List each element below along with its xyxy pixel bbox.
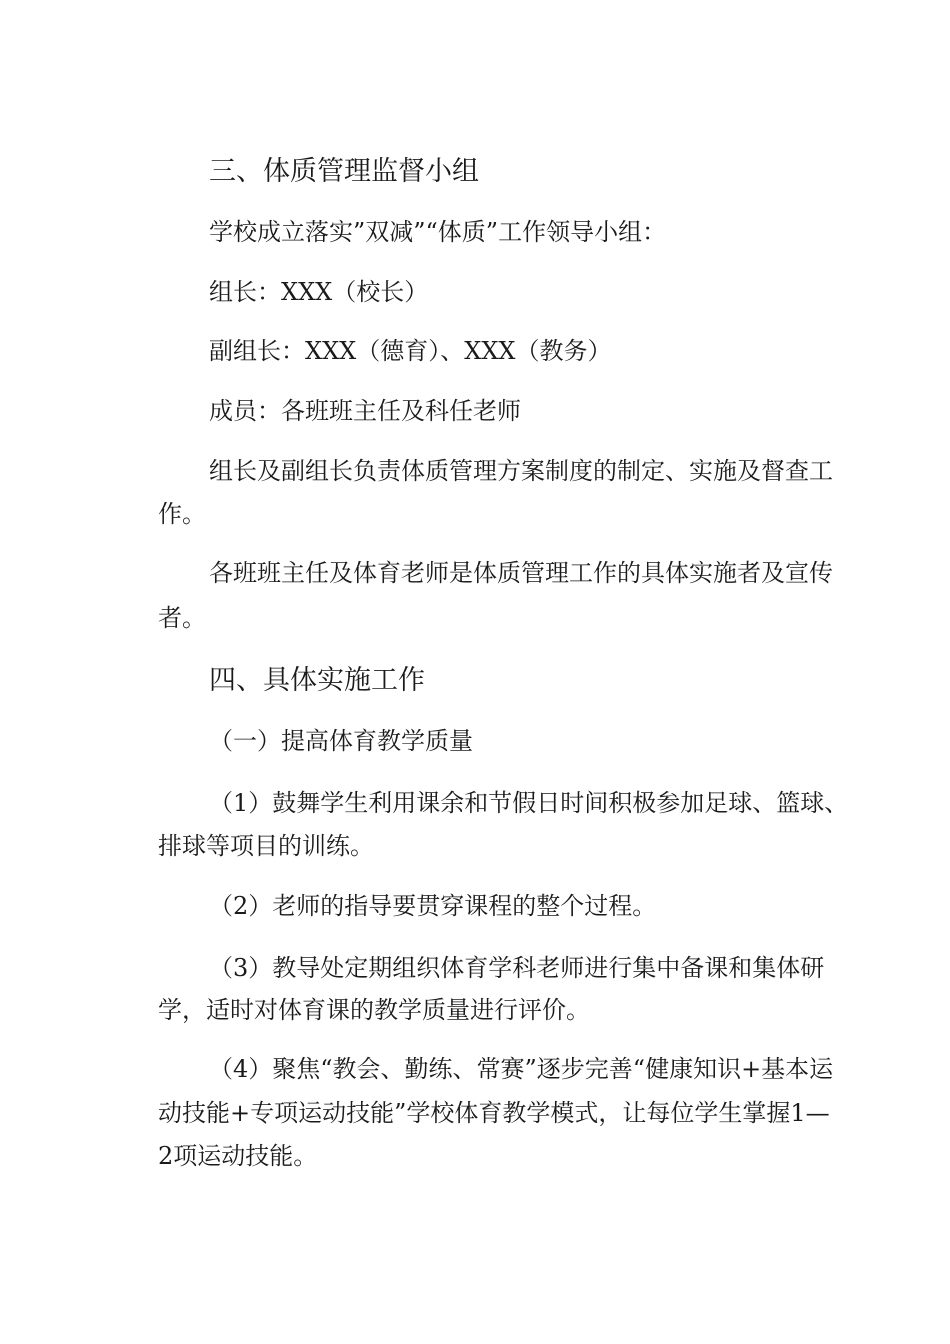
leader-line: 组长：XXX（校长） <box>209 278 429 306</box>
item-1-line-1: （1）鼓舞学生利用课余和节假日时间积极参加足球、篮球、 <box>209 789 849 817</box>
item-2: （2）老师的指导要贯穿课程的整个过程。 <box>209 892 657 920</box>
subsection-1-heading: （一）提高体育教学质量 <box>209 727 473 755</box>
item-1-line-2: 排球等项目的训练。 <box>158 832 374 860</box>
item-3-line-1: （3）教导处定期组织体育学科老师进行集中备课和集体研 <box>209 954 825 982</box>
item-4-line-3: 2项运动技能。 <box>158 1142 318 1170</box>
item-4-line-1: （4）聚焦“教会、勤练、常赛”逐步完善“健康知识+基本运 <box>209 1055 834 1083</box>
paragraph-responsibility-line-2: 作。 <box>158 500 206 528</box>
members-line: 成员：各班班主任及科任老师 <box>209 397 521 425</box>
deputy-line: 副组长：XXX（德育）、XXX（教务） <box>209 337 612 365</box>
section-4-heading: 四、具体实施工作 <box>209 665 425 696</box>
paragraph-responsibility-line-1: 组长及副组长负责体质管理方案制度的制定、实施及督查工 <box>209 457 833 485</box>
item-4-line-2: 动技能+专项运动技能”学校体育教学模式，让每位学生掌握1— <box>158 1099 830 1127</box>
paragraph-implementers-line-1: 各班班主任及体育老师是体质管理工作的具体实施者及宣传 <box>209 559 833 587</box>
item-3-line-2: 学，适时对体育课的教学质量进行评价。 <box>158 996 590 1024</box>
paragraph-intro: 学校成立落实”双减”“体质”工作领导小组： <box>209 218 667 246</box>
paragraph-implementers-line-2: 者。 <box>158 604 206 632</box>
section-3-heading: 三、体质管理监督小组 <box>209 156 479 187</box>
